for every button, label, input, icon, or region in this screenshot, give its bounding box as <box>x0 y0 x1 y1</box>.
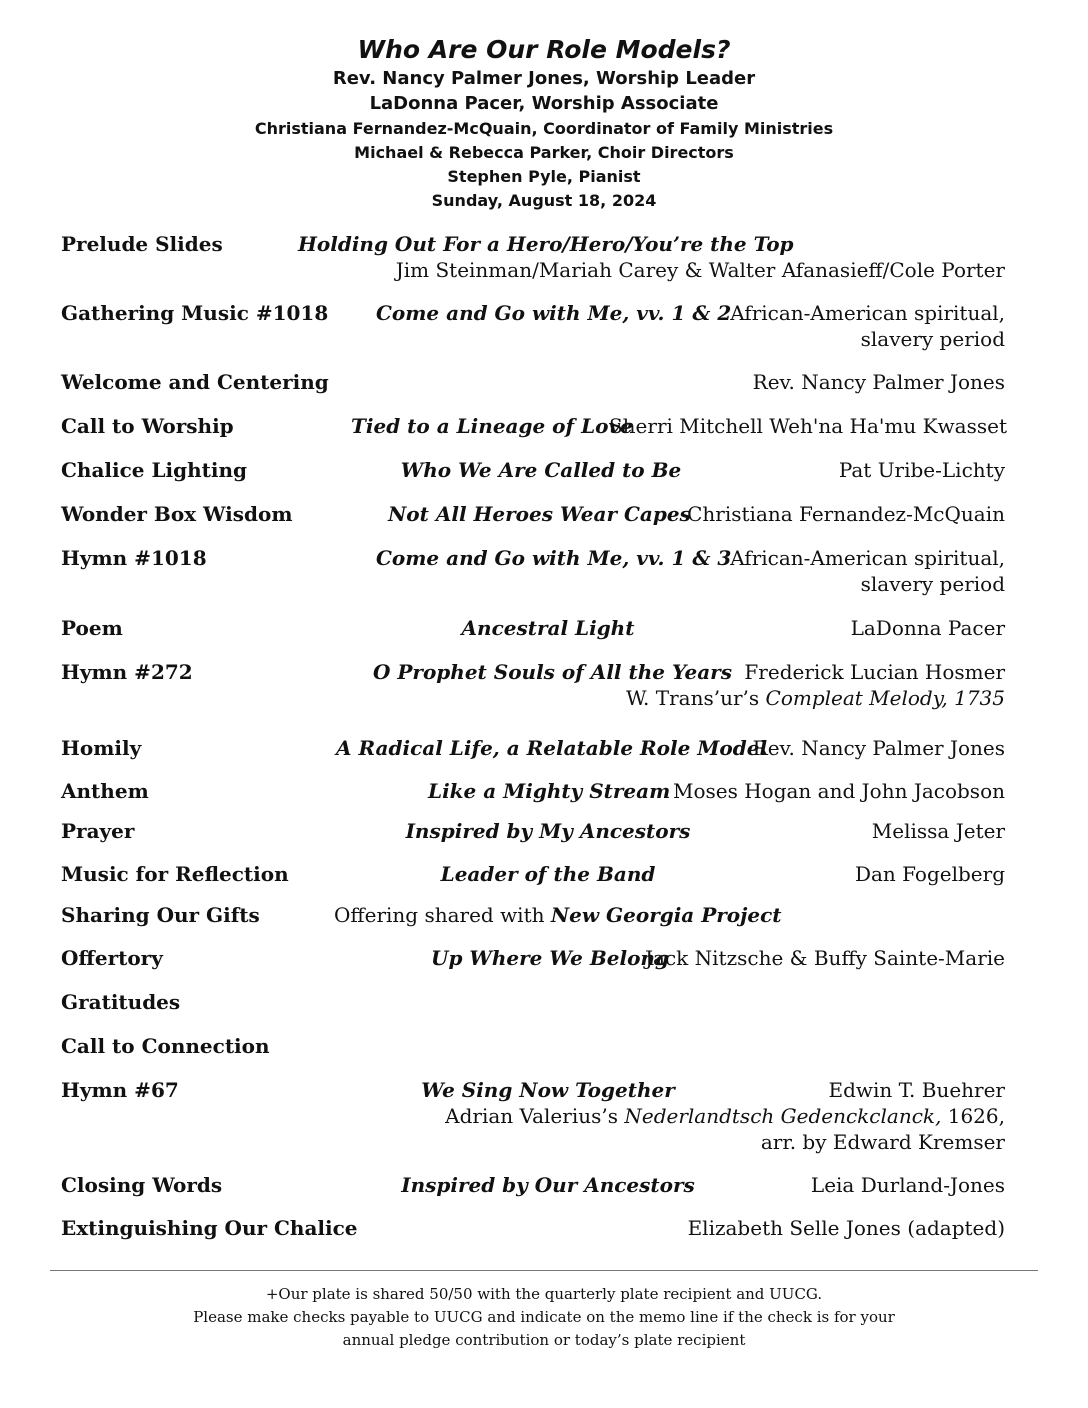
item-title: O Prophet Souls of All the Years <box>373 660 732 684</box>
item-author: LaDonna Pacer <box>850 616 1005 640</box>
item-subtitle <box>445 1103 1005 1129</box>
footer-line: annual pledge contribution or today’s plate recipient <box>342 1331 746 1349</box>
item-label: Prayer <box>61 819 135 843</box>
footer-line: +Our plate is shared 50/50 with the quarterly plate recipient and UUCG. <box>265 1285 823 1303</box>
item-author: Leia Durland-Jones <box>810 1173 1005 1197</box>
item-title: Holding Out For a Hero/Hero/You’re the Top <box>298 232 794 256</box>
service-item <box>0 659 1088 719</box>
item-title: Like a Mighty Stream <box>428 779 671 803</box>
item-author: Elizabeth Selle Jones (adapted) <box>687 1216 1005 1240</box>
pianist: Stephen Pyle, Pianist <box>447 167 641 186</box>
item-title: Not All Heroes Wear Capes <box>388 502 691 526</box>
item-label: Music for Reflection <box>61 862 289 886</box>
service-item <box>0 300 1088 360</box>
family-ministries-coordinator: Christiana Fernandez-McQuain, Coordinator of Family Ministries <box>254 119 834 138</box>
item-title: Inspired by My Ancestors <box>405 819 691 843</box>
item-label: Extinguishing Our Chalice <box>61 1216 358 1240</box>
item-author: Pat Uribe-Lichty <box>838 458 1005 482</box>
item-subtitle-italic: Compleat Melody, 1735 <box>765 686 1005 710</box>
item-author: Rev. Nancy Palmer Jones <box>752 370 1005 394</box>
item-title: Up Where We Belong <box>431 946 669 970</box>
item-arranger: arr. by Edward Kremser <box>760 1130 1005 1154</box>
item-author: Dan Fogelberg <box>854 862 1005 886</box>
item-subtitle-text: Adrian Valerius’s <box>445 1104 625 1128</box>
item-title: Inspired by Our Ancestors <box>401 1173 695 1197</box>
item-label: Gathering Music #1018 <box>61 301 329 325</box>
item-subtitle-italic: Nederlandtsch Gedenckclanck, <box>624 1104 942 1128</box>
item-subtitle: slavery period <box>860 572 1005 596</box>
item-label: Hymn #1018 <box>61 546 207 570</box>
item-subtitle-text: W. Trans’ur’s <box>625 686 766 710</box>
offering-recipient: New Georgia Project <box>550 903 782 927</box>
page-title: Who Are Our Role Models? <box>357 35 731 64</box>
footer-line: Please make checks payable to UUCG and indicate on the memo line if the check is for your <box>193 1308 895 1326</box>
item-subtitle <box>626 685 1005 711</box>
item-label: Hymn #67 <box>61 1078 179 1102</box>
item-title: Leader of the Band <box>440 862 656 886</box>
item-author: Melissa Jeter <box>871 819 1005 843</box>
offering-prefix: Offering shared with <box>334 903 551 927</box>
item-author: Sherri Mitchell Weh'na Ha'mu Kwasset <box>608 414 1007 438</box>
service-item <box>0 545 1088 605</box>
item-author: Frederick Lucian Hosmer <box>744 660 1005 684</box>
item-title: Ancestral Light <box>461 616 635 640</box>
service-date: Sunday, August 18, 2024 <box>431 191 657 210</box>
item-label: Chalice Lighting <box>61 458 248 482</box>
item-author: African-American spiritual, <box>730 546 1005 570</box>
item-label: Call to Connection <box>61 1034 270 1058</box>
item-label: Offertory <box>61 946 163 970</box>
item-offering-text <box>334 902 782 928</box>
item-label: Anthem <box>61 779 149 803</box>
item-title: A Radical Life, a Relatable Role Model <box>336 736 768 760</box>
item-subtitle-year: 1626, <box>941 1104 1005 1128</box>
item-label: Gratitudes <box>61 990 181 1014</box>
item-author: Moses Hogan and John Jacobson <box>672 779 1005 803</box>
item-label: Sharing Our Gifts <box>61 903 260 927</box>
item-title: Come and Go with Me, vv. 1 & 3 <box>376 546 732 570</box>
item-author: Edwin T. Buehrer <box>828 1078 1005 1102</box>
service-item <box>0 1215 1088 1275</box>
footer-divider <box>50 1270 1038 1271</box>
item-author: African-American spiritual, <box>730 301 1005 325</box>
worship-associate: LaDonna Pacer, Worship Associate <box>369 93 719 114</box>
item-label: Welcome and Centering <box>61 370 329 394</box>
service-item <box>0 231 1088 291</box>
service-item <box>0 1077 1088 1157</box>
worship-leader: Rev. Nancy Palmer Jones, Worship Leader <box>332 68 756 89</box>
item-subtitle: Jim Steinman/Mariah Carey & Walter Afanasieff/Cole Porter <box>395 258 1005 282</box>
choir-directors: Michael & Rebecca Parker, Choir Directors <box>354 143 734 162</box>
item-author: Jack Nitzsche & Buffy Sainte-Marie <box>645 946 1005 970</box>
item-label: Hymn #272 <box>61 660 193 684</box>
item-title: Who We Are Called to Be <box>400 458 682 482</box>
item-subtitle: slavery period <box>860 327 1005 351</box>
item-label: Homily <box>61 736 142 760</box>
item-label: Closing Words <box>61 1173 223 1197</box>
item-author: Christiana Fernandez-McQuain <box>687 502 1005 526</box>
item-label: Poem <box>61 616 123 640</box>
item-title: Tied to a Lineage of Love <box>351 414 633 438</box>
footer-note <box>0 1283 1088 1352</box>
item-title: We Sing Now Together <box>421 1078 675 1102</box>
item-author: Rev. Nancy Palmer Jones <box>752 736 1005 760</box>
item-label: Call to Worship <box>61 414 234 438</box>
item-label: Prelude Slides <box>61 232 223 256</box>
item-title: Come and Go with Me, vv. 1 & 2 <box>376 301 732 325</box>
item-label: Wonder Box Wisdom <box>61 502 293 526</box>
